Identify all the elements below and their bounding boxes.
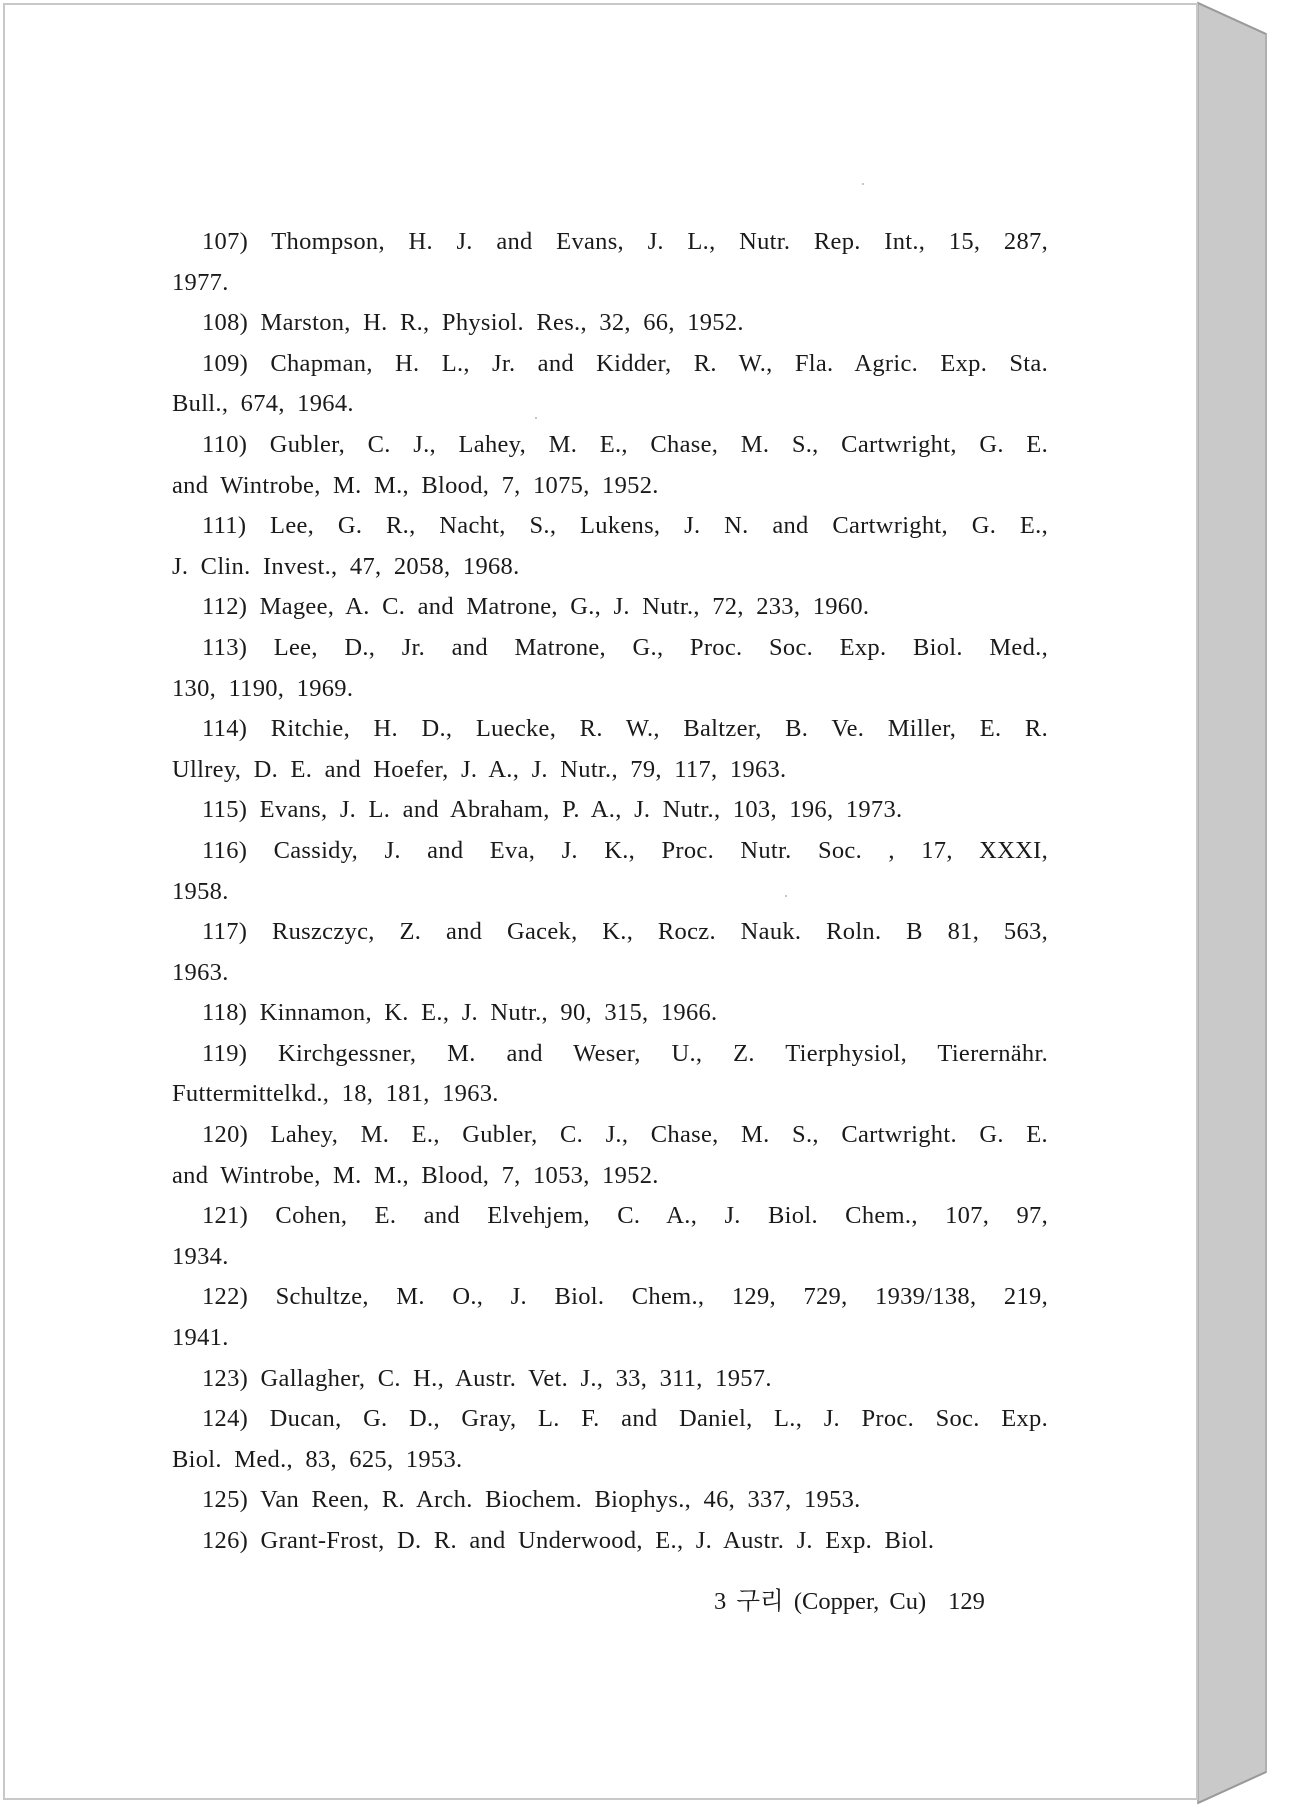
reference-entry xyxy=(168,993,1048,1034)
reference-line: 112) Magee, A. C. and Matrone, G., J. Nutr., 72, 233, 1960. xyxy=(202,593,870,621)
reference-line: 115) Evans, J. L. and Abraham, P. A., J. Nutr., 103, 196, 1973. xyxy=(202,796,903,824)
reference-entry xyxy=(168,912,1048,993)
reference-continuation-line: and Wintrobe, M. M., Blood, 7, 1053, 1952. xyxy=(172,1161,659,1189)
reference-entry xyxy=(168,1359,1048,1400)
reference-list xyxy=(168,222,1048,1562)
reference-line: 113) Lee, D., Jr. and Matrone, G., Proc. Soc. Exp. Biol. Med., xyxy=(202,633,1048,661)
reference-entry xyxy=(168,831,1048,912)
reference-entry xyxy=(168,587,1048,628)
page-footer xyxy=(714,1582,985,1617)
reference-line: 121) Cohen, E. and Elvehjem, C. A., J. Biol. Chem., 107, 97, xyxy=(202,1202,1048,1230)
reference-line: 107) Thompson, H. J. and Evans, J. L., Nutr. Rep. Int., 15, 287, xyxy=(202,228,1048,255)
reference-line: 111) Lee, G. R., Nacht, S., Lukens, J. N. and Cartwright, G. E., xyxy=(202,512,1048,540)
reference-continuation-line: 1941. xyxy=(172,1324,229,1352)
reference-line: 114) Ritchie, H. D., Luecke, R. W., Baltzer, B. Ve. Miller, E. R. xyxy=(202,715,1048,743)
reference-continuation-line: 130, 1190, 1969. xyxy=(172,674,354,702)
reference-entry xyxy=(168,1521,1048,1562)
reference-line: 118) Kinnamon, K. E., J. Nutr., 90, 315, 1966. xyxy=(202,999,718,1027)
reference-line: 110) Gubler, C. J., Lahey, M. E., Chase, M. S., Cartwright, G. E. xyxy=(202,430,1048,458)
reference-entry xyxy=(168,1399,1048,1480)
reference-line: 117) Ruszczyc, Z. and Gacek, K., Rocz. Nauk. Roln. B 81, 563, xyxy=(202,918,1048,946)
reference-entry xyxy=(168,1480,1048,1521)
reference-entry xyxy=(168,628,1048,709)
reference-line: 120) Lahey, M. E., Gubler, C. J., Chase, M. S., Cartwright. G. E. xyxy=(202,1121,1048,1149)
reference-line: 109) Chapman, H. L., Jr. and Kidder, R. W., Fla. Agric. Exp. Sta. xyxy=(202,349,1048,377)
reference-continuation-line: 1934. xyxy=(172,1242,229,1270)
reference-entry xyxy=(168,790,1048,831)
reference-line: 124) Ducan, G. D., Gray, L. F. and Daniel, L., J. Proc. Soc. Exp. xyxy=(202,1405,1048,1433)
reference-continuation-line: Ullrey, D. E. and Hoefer, J. A., J. Nutr., 79, 117, 1963. xyxy=(172,755,787,783)
reference-line: 119) Kirchgessner, M. and Weser, U., Z. Tierphysiol, Tierernähr. xyxy=(202,1039,1048,1067)
reference-continuation-line: Biol. Med., 83, 625, 1953. xyxy=(172,1445,463,1473)
reference-continuation-line: 1958. xyxy=(172,877,229,905)
scan-speck xyxy=(862,183,864,185)
reference-entry xyxy=(168,303,1048,344)
reference-entry xyxy=(168,1196,1048,1277)
page-side-face xyxy=(1198,3,1266,1803)
reference-entry xyxy=(168,506,1048,587)
reference-line: 126) Grant-Frost, D. R. and Underwood, E., J. Austr. J. Exp. Biol. xyxy=(202,1527,935,1554)
reference-entry xyxy=(168,1034,1048,1115)
reference-entry xyxy=(168,1115,1048,1196)
reference-line: 116) Cassidy, J. and Eva, J. K., Proc. Nutr. Soc. , 17, XXXI, xyxy=(202,836,1048,864)
reference-continuation-line: J. Clin. Invest., 47, 2058, 1968. xyxy=(172,552,520,580)
page-number: 129 xyxy=(948,1588,985,1615)
reference-line: 125) Van Reen, R. Arch. Biochem. Biophys., 46, 337, 1953. xyxy=(202,1486,861,1514)
reference-continuation-line: 1963. xyxy=(172,958,229,986)
reference-line: 108) Marston, H. R., Physiol. Res., 32, 66, 1952. xyxy=(202,309,744,337)
reference-line: 122) Schultze, M. O., J. Biol. Chem., 129, 729, 1939/138, 219, xyxy=(202,1283,1048,1311)
reference-continuation-line: Futtermittelkd., 18, 181, 1963. xyxy=(172,1080,499,1108)
reference-continuation-line: 1977. xyxy=(172,268,229,296)
reference-entry xyxy=(168,344,1048,425)
reference-entry xyxy=(168,425,1048,506)
reference-continuation-line: Bull., 674, 1964. xyxy=(172,390,354,418)
reference-entry xyxy=(168,709,1048,790)
reference-continuation-line: and Wintrobe, M. M., Blood, 7, 1075, 1952. xyxy=(172,471,659,499)
reference-entry xyxy=(168,1277,1048,1358)
reference-entry xyxy=(168,222,1048,303)
footer-section-title: 3 구리 (Copper, Cu) xyxy=(714,1588,927,1615)
reference-line: 123) Gallagher, C. H., Austr. Vet. J., 33, 311, 1957. xyxy=(202,1364,772,1392)
